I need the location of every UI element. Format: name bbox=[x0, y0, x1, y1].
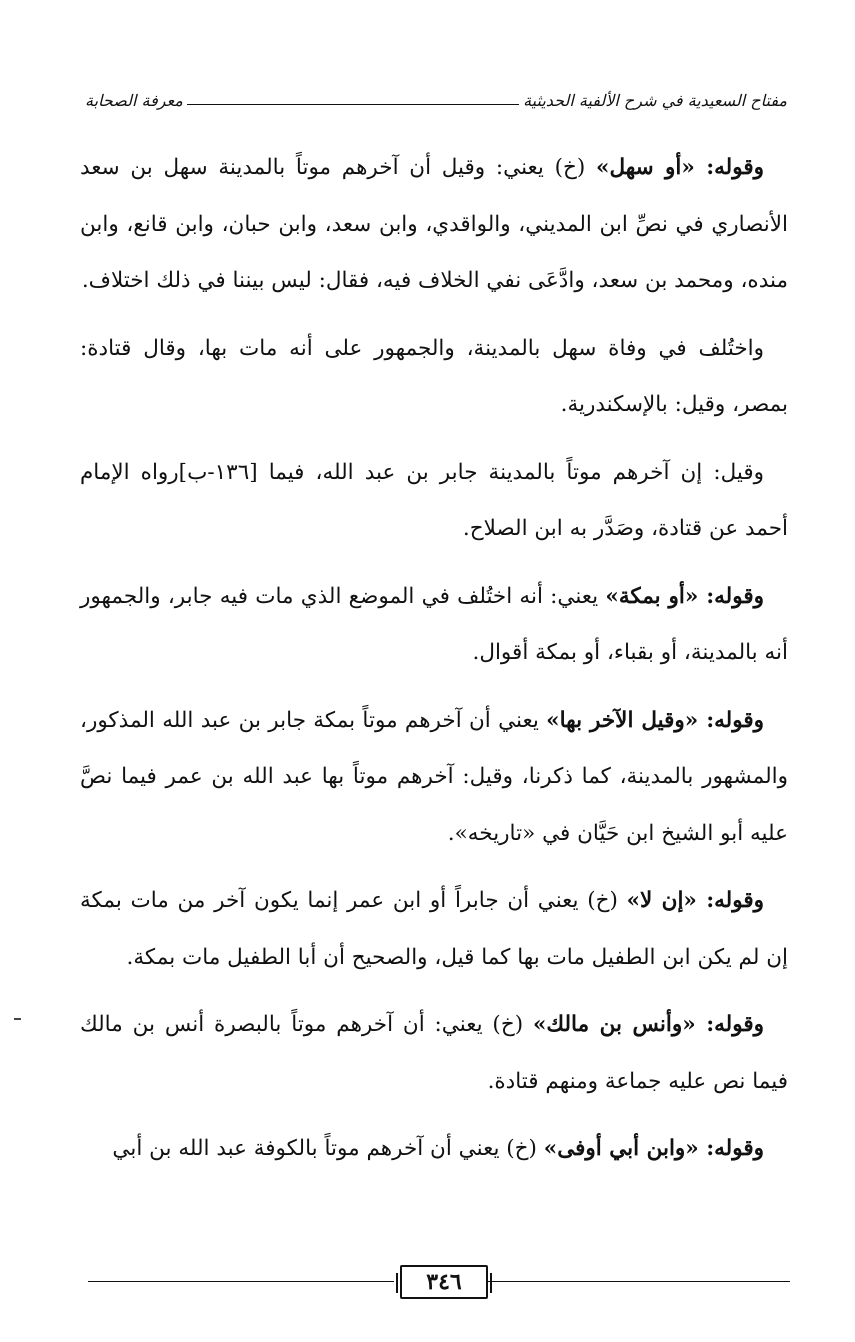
paragraph-lead: وقوله: «إن لا» bbox=[626, 888, 764, 913]
footer-rule-right bbox=[488, 1281, 790, 1282]
page-number: ٣٤٦ bbox=[426, 1269, 462, 1295]
paragraph-text: واختُلف في وفاة سهل بالمدينة، والجمهور على أنه مات بها، وقال قتادة: بمصر، وقيل: بالإسكندرية. bbox=[80, 335, 788, 417]
paragraph-text: (خ) يعني: وقيل أن آخرهم موتاً بالمدينة سهل بن سعد الأنصاري في نصِّ ابن المديني، والواقدي، وابن سعد، وابن حبان، وابن قانع، وابن منده، ومحمد بن سعد، وادَّعَى نفي الخلاف فيه، فقال: ليس بيننا في ذلك اختلاف. bbox=[80, 155, 788, 293]
paragraph-text: يعني: أنه اختُلف في الموضع الذي مات فيه جابر، والجمهور أنه بالمدينة، أو بقباء، أو بمكة أقوال. bbox=[80, 583, 788, 665]
paragraph bbox=[80, 1121, 788, 1178]
running-header bbox=[85, 84, 787, 116]
paragraph-text: (خ) يعني أن آخرهم موتاً بالكوفة عبد الله بن أبي bbox=[112, 1136, 544, 1161]
paragraph-lead: وقوله: «وأنس بن مالك» bbox=[532, 1012, 764, 1037]
paragraph-lead: وقوله: «وقيل الآخر بها» bbox=[546, 707, 764, 733]
paragraph bbox=[80, 997, 788, 1110]
body-text bbox=[80, 140, 788, 1189]
page-footer bbox=[88, 1263, 788, 1313]
book-title: مفتاح السعيدية في شرح الألفية الحديثية bbox=[523, 90, 787, 110]
paragraph-lead: وقوله: «وابن أبي أوفى» bbox=[543, 1136, 764, 1161]
page-number-box bbox=[400, 1265, 488, 1299]
paragraph bbox=[80, 445, 788, 558]
margin-mark bbox=[14, 1018, 21, 1020]
paragraph bbox=[80, 569, 788, 682]
paragraph-text: يعني أن آخرهم موتاً بمكة جابر بن عبد الله المذكور، والمشهور بالمدينة، كما ذكرنا، وقيل: آخرهم موتاً بها عبد الله بن عمر فيما نصَّ عليه أبو الشيخ ابن حَيَّان في «تاريخه». bbox=[80, 707, 788, 846]
paragraph bbox=[80, 693, 788, 863]
paragraph bbox=[80, 140, 788, 310]
header-rule bbox=[187, 104, 519, 105]
paragraph-lead: وقوله: «أو بمكة» bbox=[605, 583, 765, 609]
paragraph-text: وقيل: إن آخرهم موتاً بالمدينة جابر بن عبد الله، فيما [١٣٦-ب]رواه الإمام أحمد عن قتادة، وصَدَّر به ابن الصلاح. bbox=[80, 459, 788, 541]
section-title: معرفة الصحابة bbox=[85, 90, 183, 110]
paragraph-text: (خ) يعني: أن آخرهم موتاً بالبصرة أنس بن مالك فيما نص عليه جماعة ومنهم قتادة. bbox=[80, 1012, 788, 1094]
paragraph-text: (خ) يعني أن جابراً أو ابن عمر إنما يكون آخر من مات بمكة إن لم يكن ابن الطفيل مات بها كما قيل، والصحيح أن أبا الطفيل مات بمكة. bbox=[80, 888, 788, 970]
footer-rule-left bbox=[88, 1281, 394, 1282]
paragraph bbox=[80, 321, 788, 434]
paragraph bbox=[80, 873, 788, 986]
paragraph-lead: وقوله: «أو سهل» bbox=[596, 155, 764, 180]
